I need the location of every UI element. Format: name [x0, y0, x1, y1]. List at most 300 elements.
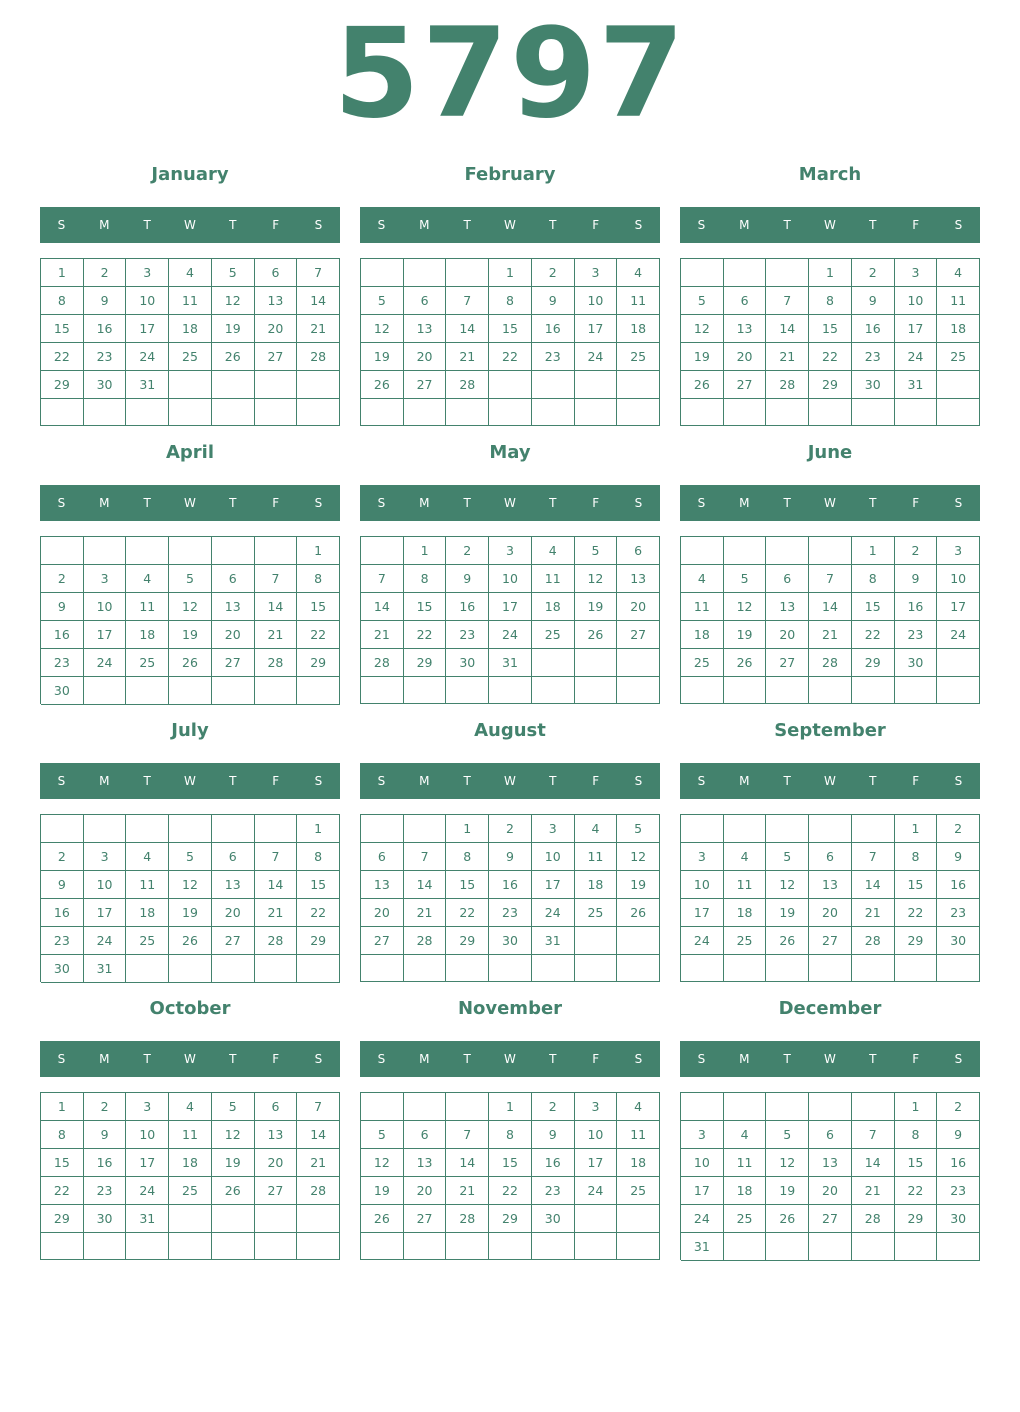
day-cell: 9 [532, 1121, 575, 1149]
day-cell: 25 [126, 927, 169, 955]
day-cell: 16 [41, 621, 84, 649]
weekday-label: T [549, 774, 557, 788]
empty-cell [41, 1233, 84, 1260]
day-cell: 10 [895, 287, 938, 315]
day-grid [680, 258, 980, 426]
day-cell: 29 [489, 1205, 532, 1233]
empty-cell [255, 399, 298, 426]
day-cell: 5 [766, 1121, 809, 1149]
day-cell: 18 [169, 1149, 212, 1177]
day-cell: 26 [575, 621, 618, 649]
day-cell: 14 [255, 593, 298, 621]
month-july [40, 716, 340, 986]
day-cell: 13 [212, 593, 255, 621]
day-cell: 30 [937, 927, 980, 955]
day-cell: 21 [446, 1177, 489, 1205]
empty-cell [361, 537, 404, 565]
weekday-label: F [912, 1052, 920, 1066]
empty-cell [937, 399, 980, 426]
weekday-label: T [463, 496, 471, 510]
day-cell: 2 [41, 843, 84, 871]
day-cell: 14 [446, 1149, 489, 1177]
day-cell: 14 [809, 593, 852, 621]
day-cell: 21 [766, 343, 809, 371]
day-cell: 12 [212, 287, 255, 315]
day-grid [680, 814, 980, 982]
day-cell: 26 [766, 927, 809, 955]
day-cell: 5 [361, 287, 404, 315]
weekday-label: T [229, 218, 237, 232]
day-cell: 11 [126, 593, 169, 621]
weekday-label: S [697, 1052, 706, 1066]
day-cell: 12 [766, 1149, 809, 1177]
day-cell: 1 [297, 537, 340, 565]
day-cell: 22 [297, 899, 340, 927]
empty-cell [212, 815, 255, 843]
empty-cell [617, 1233, 660, 1260]
day-cell: 8 [404, 565, 447, 593]
empty-cell [681, 677, 724, 704]
day-cell: 13 [255, 287, 298, 315]
empty-cell [724, 259, 767, 287]
weekday-label: S [57, 1052, 66, 1066]
day-cell: 15 [489, 315, 532, 343]
day-cell: 18 [617, 1149, 660, 1177]
day-cell: 3 [575, 1093, 618, 1121]
day-cell: 7 [255, 843, 298, 871]
day-cell: 20 [766, 621, 809, 649]
month-april [40, 438, 340, 708]
day-cell: 10 [489, 565, 532, 593]
empty-cell [297, 1205, 340, 1233]
empty-cell [84, 537, 127, 565]
day-cell: 2 [532, 1093, 575, 1121]
day-cell: 20 [361, 899, 404, 927]
empty-cell [575, 399, 618, 426]
day-cell: 20 [809, 899, 852, 927]
day-cell: 16 [84, 1149, 127, 1177]
day-cell: 8 [297, 565, 340, 593]
day-cell: 6 [809, 843, 852, 871]
empty-cell [532, 677, 575, 704]
empty-cell [724, 399, 767, 426]
weekday-label: T [869, 1052, 877, 1066]
day-cell: 19 [212, 315, 255, 343]
weekday-label: S [377, 774, 386, 788]
weekday-label: T [869, 496, 877, 510]
day-cell: 7 [255, 565, 298, 593]
empty-cell [446, 677, 489, 704]
day-cell: 5 [169, 565, 212, 593]
day-cell: 7 [446, 287, 489, 315]
day-cell: 2 [895, 537, 938, 565]
day-cell: 9 [532, 287, 575, 315]
empty-cell [895, 399, 938, 426]
day-cell: 13 [809, 871, 852, 899]
day-cell: 29 [852, 649, 895, 677]
empty-cell [126, 955, 169, 983]
day-cell: 19 [212, 1149, 255, 1177]
empty-cell [724, 955, 767, 982]
empty-cell [575, 649, 618, 677]
day-cell: 12 [617, 843, 660, 871]
empty-cell [937, 371, 980, 399]
weekday-label: T [229, 1052, 237, 1066]
weekday-label: T [229, 774, 237, 788]
weekday-label: S [314, 774, 323, 788]
empty-cell [724, 677, 767, 704]
weekday-label: T [463, 218, 471, 232]
day-cell: 17 [84, 899, 127, 927]
day-cell: 24 [575, 1177, 618, 1205]
day-cell: 22 [809, 343, 852, 371]
day-cell: 15 [297, 593, 340, 621]
weekday-header [680, 763, 980, 799]
day-grid [360, 536, 660, 704]
day-cell: 6 [255, 1093, 298, 1121]
month-title: December [778, 998, 882, 1019]
day-cell: 10 [575, 287, 618, 315]
weekday-label: F [912, 218, 920, 232]
month-title: January [151, 164, 229, 185]
weekday-label: T [143, 774, 151, 788]
empty-cell [766, 537, 809, 565]
day-cell: 16 [84, 315, 127, 343]
day-cell: 31 [126, 1205, 169, 1233]
empty-cell [212, 1233, 255, 1260]
empty-cell [212, 537, 255, 565]
weekday-label: T [143, 496, 151, 510]
weekday-label: W [824, 496, 836, 510]
empty-cell [404, 815, 447, 843]
day-cell: 11 [617, 287, 660, 315]
weekday-label: S [634, 774, 643, 788]
day-cell: 25 [724, 1205, 767, 1233]
month-october [40, 994, 340, 1264]
day-cell: 30 [532, 1205, 575, 1233]
month-title: November [457, 998, 563, 1019]
day-cell: 18 [724, 899, 767, 927]
empty-cell [617, 1205, 660, 1233]
empty-cell [724, 1093, 767, 1121]
day-cell: 28 [852, 1205, 895, 1233]
day-cell: 8 [895, 843, 938, 871]
day-cell: 1 [809, 259, 852, 287]
empty-cell [404, 955, 447, 982]
day-cell: 10 [126, 287, 169, 315]
day-cell: 25 [724, 927, 767, 955]
weekday-label: M [419, 774, 430, 788]
empty-cell [766, 815, 809, 843]
weekday-header [360, 763, 660, 799]
day-cell: 10 [575, 1121, 618, 1149]
empty-cell [212, 1205, 255, 1233]
weekday-label: T [549, 496, 557, 510]
empty-cell [361, 1233, 404, 1260]
empty-cell [169, 1205, 212, 1233]
day-cell: 7 [446, 1121, 489, 1149]
weekday-header [360, 1041, 660, 1077]
day-cell: 14 [255, 871, 298, 899]
day-cell: 7 [361, 565, 404, 593]
day-cell: 3 [575, 259, 618, 287]
empty-cell [255, 1233, 298, 1260]
weekday-label: S [954, 218, 963, 232]
day-cell: 14 [766, 315, 809, 343]
month-title: October [149, 998, 231, 1019]
day-cell: 6 [766, 565, 809, 593]
day-cell: 20 [724, 343, 767, 371]
day-cell: 22 [895, 899, 938, 927]
month-title: April [165, 442, 215, 463]
weekday-header [680, 207, 980, 243]
weekday-label: W [504, 1052, 516, 1066]
empty-cell [575, 371, 618, 399]
empty-cell [575, 1233, 618, 1260]
weekday-header [360, 207, 660, 243]
weekday-label: F [272, 496, 280, 510]
empty-cell [404, 1233, 447, 1260]
day-grid [40, 536, 340, 704]
month-june [680, 438, 980, 708]
day-cell: 9 [895, 565, 938, 593]
day-cell: 2 [937, 1093, 980, 1121]
day-cell: 1 [446, 815, 489, 843]
empty-cell [809, 677, 852, 704]
weekday-label: S [314, 218, 323, 232]
day-cell: 4 [532, 537, 575, 565]
month-december [680, 994, 980, 1264]
day-cell: 4 [169, 259, 212, 287]
day-cell: 10 [84, 593, 127, 621]
day-cell: 29 [297, 649, 340, 677]
day-cell: 11 [169, 1121, 212, 1149]
day-cell: 19 [766, 1177, 809, 1205]
day-cell: 29 [895, 1205, 938, 1233]
empty-cell [404, 259, 447, 287]
day-cell: 29 [895, 927, 938, 955]
weekday-label: T [869, 774, 877, 788]
day-cell: 17 [937, 593, 980, 621]
day-cell: 20 [255, 1149, 298, 1177]
weekday-header [680, 1041, 980, 1077]
day-cell: 27 [617, 621, 660, 649]
day-cell: 7 [404, 843, 447, 871]
day-cell: 3 [84, 565, 127, 593]
day-cell: 22 [41, 343, 84, 371]
day-cell: 26 [617, 899, 660, 927]
empty-cell [766, 1233, 809, 1261]
day-cell: 5 [575, 537, 618, 565]
day-cell: 12 [169, 871, 212, 899]
day-cell: 1 [297, 815, 340, 843]
empty-cell [361, 677, 404, 704]
day-cell: 31 [84, 955, 127, 983]
day-cell: 1 [852, 537, 895, 565]
empty-cell [361, 955, 404, 982]
day-cell: 24 [489, 621, 532, 649]
day-cell: 29 [809, 371, 852, 399]
day-cell: 13 [212, 871, 255, 899]
day-cell: 15 [852, 593, 895, 621]
day-cell: 4 [724, 843, 767, 871]
day-cell: 27 [404, 371, 447, 399]
day-cell: 4 [617, 259, 660, 287]
day-cell: 25 [681, 649, 724, 677]
day-cell: 17 [575, 1149, 618, 1177]
day-cell: 2 [489, 815, 532, 843]
day-cell: 28 [852, 927, 895, 955]
day-cell: 17 [895, 315, 938, 343]
day-cell: 15 [297, 871, 340, 899]
day-cell: 30 [852, 371, 895, 399]
weekday-label: F [912, 774, 920, 788]
day-cell: 16 [41, 899, 84, 927]
day-cell: 15 [41, 315, 84, 343]
month-august [360, 716, 660, 986]
weekday-label: M [739, 1052, 750, 1066]
weekday-label: M [739, 496, 750, 510]
empty-cell [169, 815, 212, 843]
day-cell: 4 [575, 815, 618, 843]
day-cell: 14 [297, 287, 340, 315]
day-cell: 1 [404, 537, 447, 565]
day-cell: 25 [937, 343, 980, 371]
day-cell: 7 [852, 1121, 895, 1149]
empty-cell [937, 955, 980, 982]
day-cell: 6 [809, 1121, 852, 1149]
day-cell: 19 [169, 621, 212, 649]
day-cell: 12 [724, 593, 767, 621]
day-cell: 17 [575, 315, 618, 343]
month-november [360, 994, 660, 1264]
day-cell: 24 [575, 343, 618, 371]
empty-cell [212, 371, 255, 399]
month-title: August [474, 720, 546, 741]
day-cell: 27 [724, 371, 767, 399]
day-cell: 15 [895, 1149, 938, 1177]
empty-cell [937, 1233, 980, 1261]
day-cell: 11 [575, 843, 618, 871]
day-cell: 26 [766, 1205, 809, 1233]
day-grid [360, 1092, 660, 1260]
day-cell: 20 [255, 315, 298, 343]
empty-cell [489, 677, 532, 704]
day-cell: 27 [809, 1205, 852, 1233]
weekday-header [680, 485, 980, 521]
empty-cell [126, 815, 169, 843]
day-grid [680, 1092, 980, 1260]
day-cell: 22 [489, 343, 532, 371]
empty-cell [446, 1233, 489, 1260]
day-cell: 10 [681, 871, 724, 899]
day-grid [360, 258, 660, 426]
day-cell: 24 [126, 343, 169, 371]
day-cell: 16 [446, 593, 489, 621]
day-cell: 13 [404, 315, 447, 343]
empty-cell [617, 649, 660, 677]
empty-cell [681, 955, 724, 982]
day-cell: 15 [404, 593, 447, 621]
weekday-label: T [549, 218, 557, 232]
day-cell: 23 [446, 621, 489, 649]
day-cell: 5 [617, 815, 660, 843]
weekday-label: T [143, 218, 151, 232]
day-cell: 20 [212, 621, 255, 649]
day-cell: 21 [446, 343, 489, 371]
day-cell: 9 [84, 287, 127, 315]
day-cell: 28 [446, 371, 489, 399]
month-title: September [774, 720, 886, 741]
weekday-header [40, 1041, 340, 1077]
day-cell: 26 [361, 1205, 404, 1233]
day-cell: 5 [361, 1121, 404, 1149]
empty-cell [169, 955, 212, 983]
day-cell: 14 [297, 1121, 340, 1149]
empty-cell [297, 371, 340, 399]
empty-cell [41, 537, 84, 565]
weekday-label: W [504, 496, 516, 510]
day-cell: 2 [84, 1093, 127, 1121]
day-cell: 13 [766, 593, 809, 621]
day-cell: 27 [809, 927, 852, 955]
weekday-label: F [272, 218, 280, 232]
empty-cell [575, 677, 618, 704]
day-cell: 31 [532, 927, 575, 955]
day-grid [680, 536, 980, 704]
month-title: February [464, 164, 556, 185]
empty-cell [617, 927, 660, 955]
day-cell: 20 [617, 593, 660, 621]
day-cell: 16 [937, 1149, 980, 1177]
empty-cell [532, 1233, 575, 1260]
day-cell: 6 [404, 287, 447, 315]
weekday-label: F [272, 774, 280, 788]
empty-cell [617, 955, 660, 982]
month-title: May [489, 442, 531, 463]
day-cell: 16 [937, 871, 980, 899]
day-cell: 12 [361, 1149, 404, 1177]
weekday-label: W [824, 218, 836, 232]
month-january [40, 160, 340, 430]
day-cell: 10 [532, 843, 575, 871]
day-cell: 20 [404, 1177, 447, 1205]
weekday-label: F [592, 496, 600, 510]
day-cell: 30 [84, 371, 127, 399]
empty-cell [446, 399, 489, 426]
weekday-label: T [783, 1052, 791, 1066]
weekday-label: F [592, 218, 600, 232]
weekday-label: T [143, 1052, 151, 1066]
day-cell: 16 [852, 315, 895, 343]
empty-cell [169, 677, 212, 705]
empty-cell [212, 677, 255, 705]
empty-cell [126, 677, 169, 705]
empty-cell [852, 955, 895, 982]
empty-cell [681, 815, 724, 843]
day-cell: 6 [404, 1121, 447, 1149]
day-cell: 8 [446, 843, 489, 871]
day-cell: 13 [809, 1149, 852, 1177]
day-cell: 14 [852, 1149, 895, 1177]
weekday-label: W [184, 218, 196, 232]
year-title: 5797 [333, 2, 687, 146]
day-cell: 17 [126, 315, 169, 343]
weekday-label: T [463, 774, 471, 788]
day-cell: 5 [169, 843, 212, 871]
weekday-label: M [419, 218, 430, 232]
day-cell: 12 [169, 593, 212, 621]
